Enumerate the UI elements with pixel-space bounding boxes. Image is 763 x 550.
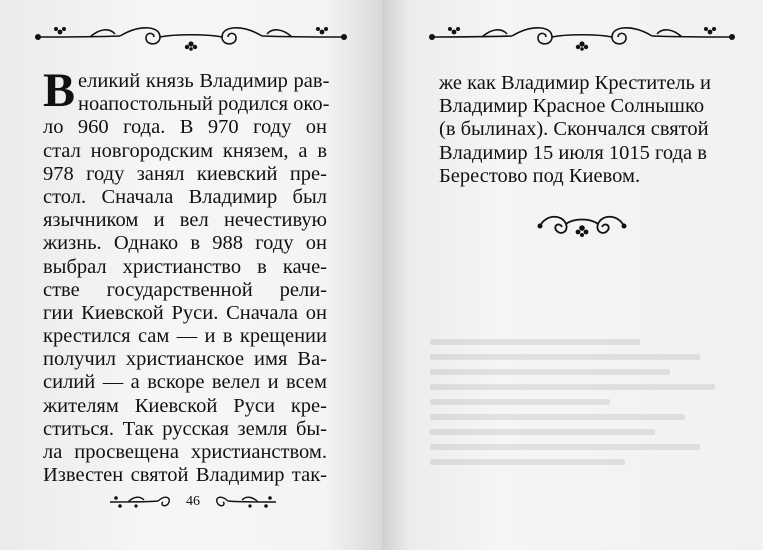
text-line: стол. Сначала Владимир был <box>43 185 327 208</box>
text-line: крестился сам — и в крещении <box>43 325 327 348</box>
text-line: ноапостольный родился око- <box>78 93 330 116</box>
text-line: ститься. Так русская земля бы- <box>43 417 327 440</box>
text-line: Берестово под Киевом. <box>439 164 641 187</box>
text-line: гии Киевской Руси. Сначала он <box>43 301 327 324</box>
text-line: же как Владимир Креститель и <box>439 72 711 94</box>
top-ornament-left-icon <box>30 22 352 52</box>
text-line: 978 году занял киевский пре- <box>43 162 327 185</box>
first-lines <box>78 70 329 116</box>
footer-ornament-left-icon <box>108 492 174 512</box>
left-page-text <box>43 64 330 487</box>
first-paragraph-start <box>43 64 330 117</box>
page-footer <box>108 490 278 514</box>
right-page <box>382 0 763 550</box>
text-line: ла просвещена христианством. <box>43 441 327 463</box>
text-line: жизнь. Однако в 988 году он <box>43 232 327 255</box>
footer-ornament-right-icon <box>212 492 278 512</box>
text-line: Владимир 15 июля 1015 года в <box>439 141 707 164</box>
text-line: получил христианское имя Ва- <box>43 348 327 371</box>
top-ornament-right-icon <box>424 22 740 52</box>
text-line: еликий князь Владимир рав- <box>78 70 330 92</box>
text-line: ло 960 года. В 970 году он <box>43 116 327 139</box>
text-line: стве государственной рели- <box>43 278 327 301</box>
text-line: Известен святой Владимир так- <box>43 464 327 487</box>
text-line: стал новгородским князем, а в <box>43 139 327 162</box>
text-line: силий — а вскоре велел и всем <box>43 371 327 394</box>
drop-cap: В <box>43 64 76 117</box>
text-line: язычником и вел нечестивую <box>43 209 327 232</box>
text-line: (в былинах). Скончался святой <box>439 118 709 141</box>
right-page-text <box>439 72 711 188</box>
center-ornament-icon <box>536 210 628 247</box>
text-line: Владимир Красное Солнышко <box>439 95 705 118</box>
page-number: 46 <box>186 494 200 509</box>
text-line: жителям Киевской Руси кре- <box>43 394 327 417</box>
text-line: выбрал христианство в каче- <box>43 255 327 278</box>
